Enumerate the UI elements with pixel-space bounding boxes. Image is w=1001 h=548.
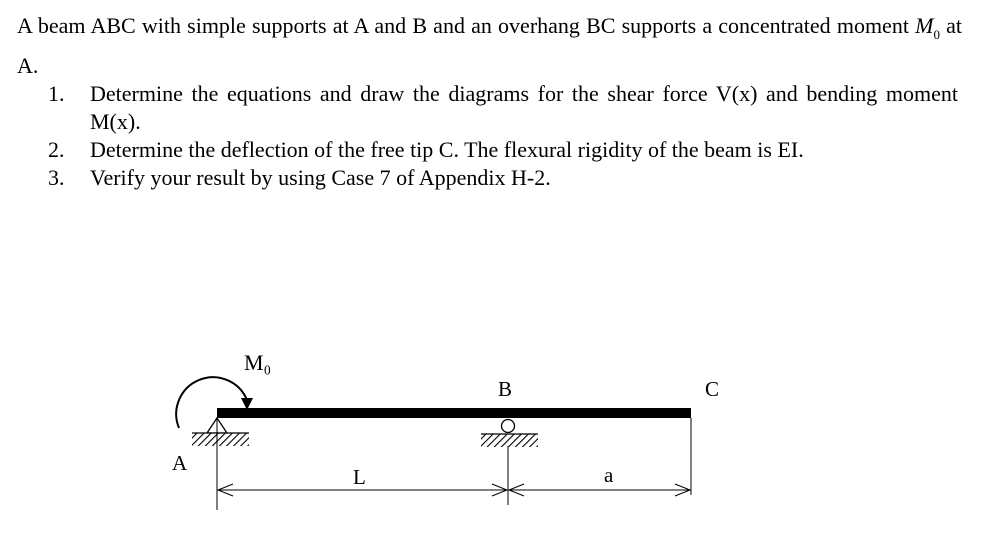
point-label-a: A: [172, 451, 188, 475]
span-label-l: L: [353, 465, 366, 489]
roller-support-b: [481, 420, 538, 448]
span-label-a: a: [604, 463, 614, 487]
dimension-lines: [217, 418, 691, 510]
beam: [217, 408, 691, 418]
intro-text-end: at A.: [17, 13, 962, 78]
point-label-b: B: [498, 377, 513, 401]
moment-label: M₀: [244, 350, 272, 375]
moment-symbol-letter: M: [915, 13, 934, 38]
intro-text: A beam ABC with simple supports at A and B and an overhang BC supports a concentrated moment: [17, 13, 916, 38]
moment-symbol-subscript: 0: [933, 27, 940, 42]
task-text: Determine the deflection of the free tip C. The flexural rigidity of the beam is EI.: [90, 137, 804, 162]
pin-support-a: [192, 418, 249, 446]
task-text: Determine the equations and draw the diagrams for the shear force V(x) and bending moment M(x).: [90, 81, 958, 134]
ground-hatch-b: [481, 434, 538, 447]
task-number: 1.: [48, 81, 65, 106]
ground-hatch-a: [192, 433, 249, 446]
roller-icon: [502, 420, 515, 433]
point-label-c: C: [705, 377, 720, 401]
task-text: Verify your result by using Case 7 of Appendix H-2.: [90, 165, 551, 190]
task-number: 3.: [48, 165, 65, 190]
moment-arrow-icon: [176, 377, 253, 428]
task-number: 2.: [48, 137, 65, 162]
